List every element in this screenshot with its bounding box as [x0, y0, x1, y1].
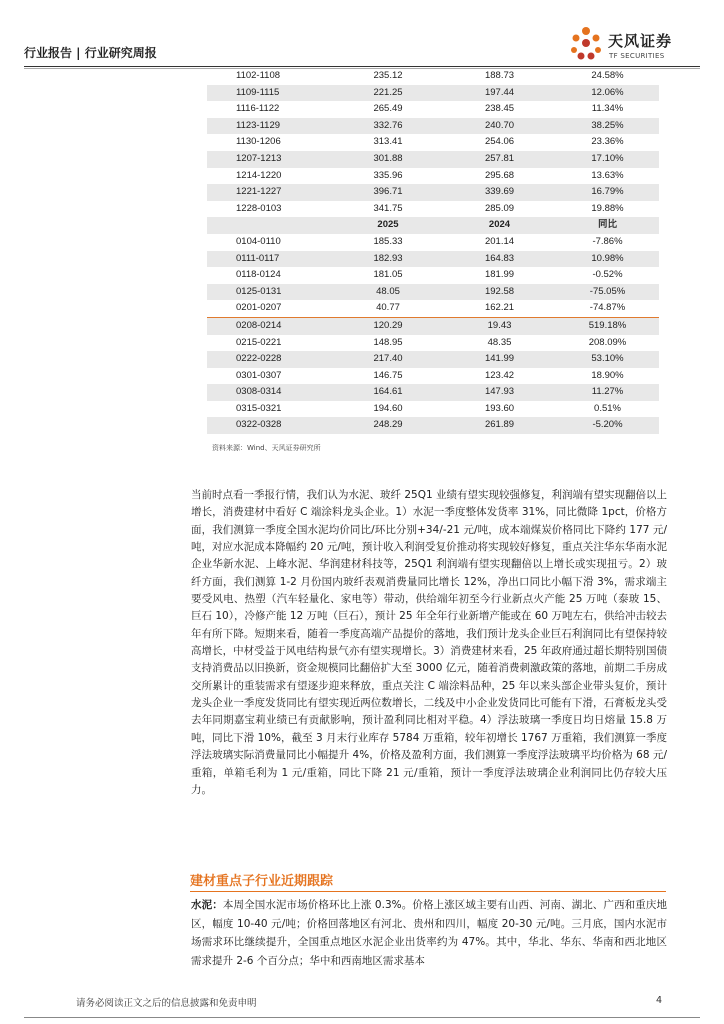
table-cell: 0315-0321	[236, 402, 282, 414]
logo-text-cn: 天风证券	[608, 32, 673, 50]
table-cell: 0308-0314	[207, 384, 333, 401]
footer-divider	[24, 1017, 700, 1018]
analysis-paragraph: 当前时点看一季报行情，我们认为水泥、玻纤 25Q1 业绩有望实现较强修复，利润端有望实现翻倍以上增长，消费建材中看好 C 端涂料龙头企业。1）水泥一季度整体发货率 31%，同比微降 1pct，价格方面，我们测算一季度全国水泥均价同比/环比分别+34/-21 元/吨，成本端煤炭价格同比下降约 177 元/吨，对应水泥成本降幅约 20 元/吨，预计收入利润受复价推动将实现较好修复，重点关注华东华南水泥企业华新水泥、上峰水泥、华润建材科技等，25Q1 利润端有望实现翻倍以上增长或实现扭亏。2）玻纤方面，我们测算 1-2 月份国内玻纤表观消费量同比增长 12%，净出口同比小幅下滑 3%，需求端主要受风电、热塑（汽车轻量化、家电等）带动，供给端年初至今行业新点火产能 25 万吨（泰玻 15、巨石 10），冷修产能 12 万吨（巨石），预计 25 年全年行业新增产能或在 60 万吨左右，供给冲击较去年有所下降。短期来看，随着一季度高端产品提价的落地，我们预计龙头企业巨石利润同比有望保持较高增长，中材受益于风电结构景气亦有望实现增长。3）消费建材来看，25 年政府通过超长期特别国债支持消费品以旧换新，资金规模同比翻倍扩大至 3000 亿元，随着消费刺激政策的落地，前期二手房成交所累计的重装需求有望逐步迎来释放，重点关注 C 端涂料品种，25 年以来头部企业带头复价，预计龙头企业一季度发货同比有望实现近两位数增长，二线及中小企业发货同比可能有下滑，石膏板龙头受去年同期嘉宝莉业绩已有贡献影响，预计盈利同比相对平稳。4）浮法玻璃一季度日均日熔量 15.8 万吨，同比下滑 10%，截至 3 月末行业库存 5784 万重箱，较年初增长 1767 万重箱，我们测算一季度浮法玻璃实际消费量同比小幅提升 4%，价格及盈利方面，我们测算一季度浮法玻璃平均价格为 68 元/重箱，单箱毛利为 1 元/重箱，同比下降 21 元/重箱，预计一季度浮法玻璃企业利润同比仍存较大压力。	[191, 489, 667, 796]
table-cell: 1214-1220	[236, 169, 282, 181]
table-cell: 254.06	[484, 136, 515, 148]
table-cell: 332.76	[333, 118, 443, 135]
table-cell: 1130-1206	[236, 136, 281, 148]
table-cell: 同比	[556, 217, 659, 234]
table-cell: 0111-0117	[207, 251, 333, 268]
table-cell: 0104-0110	[236, 235, 281, 247]
table-cell: 197.44	[443, 85, 556, 102]
table-cell: 48.35	[487, 336, 512, 348]
table-cell: 53.10%	[556, 351, 659, 368]
table-cell: 0322-0328	[207, 417, 333, 434]
table-cell: 181.05	[373, 269, 403, 281]
table-row	[207, 300, 659, 317]
table-row	[207, 368, 659, 385]
table-cell: 146.75	[373, 369, 403, 381]
table-cell: -7.86%	[592, 235, 623, 247]
table-cell: -75.05%	[556, 284, 659, 301]
table-cell: 0208-0214	[207, 317, 333, 334]
table-row	[207, 118, 659, 135]
table-cell: 1228-0103	[236, 202, 282, 214]
table-row	[207, 134, 659, 151]
table-cell: -74.87%	[556, 300, 659, 317]
table-cell: 164.61	[333, 384, 443, 401]
table-row	[207, 384, 659, 401]
section-divider	[190, 891, 666, 892]
table-cell: 238.45	[484, 103, 515, 115]
table-cell: 248.29	[333, 417, 443, 434]
table-cell: 19.43	[443, 317, 556, 334]
table-row	[207, 151, 659, 168]
table-cell: 235.12	[373, 70, 403, 81]
table-row	[207, 317, 659, 334]
table-cell: 519.18%	[556, 317, 659, 334]
weekly-sales-table	[207, 68, 659, 434]
table-row	[207, 68, 659, 85]
table-cell: 1207-1213	[207, 151, 333, 168]
logo-mark-icon	[568, 26, 604, 64]
table-cell: 1102-1108	[236, 70, 281, 81]
table-cell: 285.09	[484, 202, 515, 214]
table-row	[207, 217, 659, 234]
table-cell: 123.42	[484, 369, 515, 381]
table-cell: 164.83	[443, 251, 556, 268]
table-cell: -0.52%	[592, 269, 623, 281]
table-cell: 18.90%	[591, 369, 624, 381]
table-cell: 295.68	[484, 169, 515, 181]
table-row	[207, 267, 659, 284]
table-cell: -5.20%	[556, 417, 659, 434]
table-row	[207, 184, 659, 201]
table-cell: 162.21	[443, 300, 556, 317]
table-row	[207, 351, 659, 368]
table-cell: 11.34%	[591, 103, 624, 115]
table-cell: 1221-1227	[207, 184, 333, 201]
table-cell: 1116-1122	[236, 103, 280, 115]
table-cell: 188.73	[484, 70, 515, 81]
table-row	[207, 335, 659, 352]
table-cell: 23.36%	[591, 136, 624, 148]
table-cell: 257.81	[443, 151, 556, 168]
table-cell: 182.93	[333, 251, 443, 268]
cement-body: 本周全国水泥市场价格环比上涨 0.3%。价格上涨区域主要有山西、河南、湖北、广西和重庆地区，幅度 10-40 元/吨；价格回落地区有河北、贵州和四川，幅度 20-30 元/吨。三月底，国内水泥市场需求环比继续提升，全国重点地区水泥企业出货率约为 47%。其中，华北、华东、华南和西北地区需求提升 2-6 个百分点；华中和西南地区需求基本	[191, 899, 668, 968]
table-row	[207, 284, 659, 301]
company-logo	[566, 26, 706, 66]
table-row	[207, 401, 659, 418]
table-cell: 208.09%	[588, 336, 627, 348]
table-cell: 396.71	[333, 184, 443, 201]
table-cell: 261.89	[443, 417, 556, 434]
table-cell: 0.51%	[594, 402, 621, 414]
table-cell: 0118-0124	[236, 269, 281, 281]
table-cell: 19.88%	[591, 202, 624, 214]
table-cell: 301.88	[333, 151, 443, 168]
table-cell: 0201-0207	[207, 300, 333, 317]
report-header-title: 行业报告 | 行业研究周报	[24, 46, 157, 60]
cement-paragraph	[191, 896, 667, 971]
table-cell: 40.77	[333, 300, 443, 317]
table-cell: 24.58%	[591, 70, 624, 81]
table-cell: 120.29	[333, 317, 443, 334]
table-cell: 17.10%	[556, 151, 659, 168]
table-cell: 141.99	[443, 351, 556, 368]
table-cell: 10.98%	[556, 251, 659, 268]
table-cell: 339.69	[443, 184, 556, 201]
table-cell: 0125-0131	[207, 284, 333, 301]
table-cell: 221.25	[333, 85, 443, 102]
footer-disclaimer: 请务必阅读正文之后的信息披露和免责申明	[76, 998, 257, 1009]
table-row	[207, 201, 659, 218]
table-cell: 217.40	[333, 351, 443, 368]
table-row	[207, 251, 659, 268]
table-cell: 13.63%	[591, 169, 624, 181]
table-cell: 194.60	[373, 402, 403, 414]
table-cell	[207, 217, 333, 234]
table-cell: 1109-1115	[207, 85, 333, 102]
table-source-note: 资料来源：Wind、天风证券研究所	[212, 444, 321, 452]
table-cell: 201.14	[484, 235, 515, 247]
section-title: 建材重点子行业近期跟踪	[190, 874, 334, 889]
table-cell: 0215-0221	[236, 336, 282, 348]
table-cell: 48.05	[333, 284, 443, 301]
table-row	[207, 417, 659, 434]
table-cell: 148.95	[373, 336, 403, 348]
table-row	[207, 168, 659, 185]
table-cell: 193.60	[484, 402, 515, 414]
table-cell: 1123-1129	[207, 118, 333, 135]
page-number: 4	[656, 995, 663, 1006]
table-cell: 313.41	[373, 136, 403, 148]
table-cell: 240.70	[443, 118, 556, 135]
table-cell: 335.96	[373, 169, 403, 181]
table-cell: 16.79%	[556, 184, 659, 201]
table-row	[207, 85, 659, 102]
table-cell: 265.49	[373, 103, 403, 115]
table-row	[207, 101, 659, 118]
table-cell: 0301-0307	[236, 369, 282, 381]
table-row	[207, 234, 659, 251]
header-divider	[24, 66, 700, 67]
table-cell: 185.33	[373, 235, 403, 247]
table-cell: 11.27%	[556, 384, 659, 401]
table-cell: 0222-0228	[207, 351, 333, 368]
table-cell: 341.75	[373, 202, 403, 214]
table-cell: 12.06%	[556, 85, 659, 102]
table-cell: 38.25%	[556, 118, 659, 135]
table-cell: 2024	[443, 217, 556, 234]
logo-text-en: TF SECURITIES	[609, 52, 665, 60]
table-cell: 192.58	[443, 284, 556, 301]
table-cell: 147.93	[443, 384, 556, 401]
cement-lead: 水泥：	[191, 899, 223, 911]
table-cell: 181.99	[484, 269, 515, 281]
table-cell: 2025	[333, 217, 443, 234]
